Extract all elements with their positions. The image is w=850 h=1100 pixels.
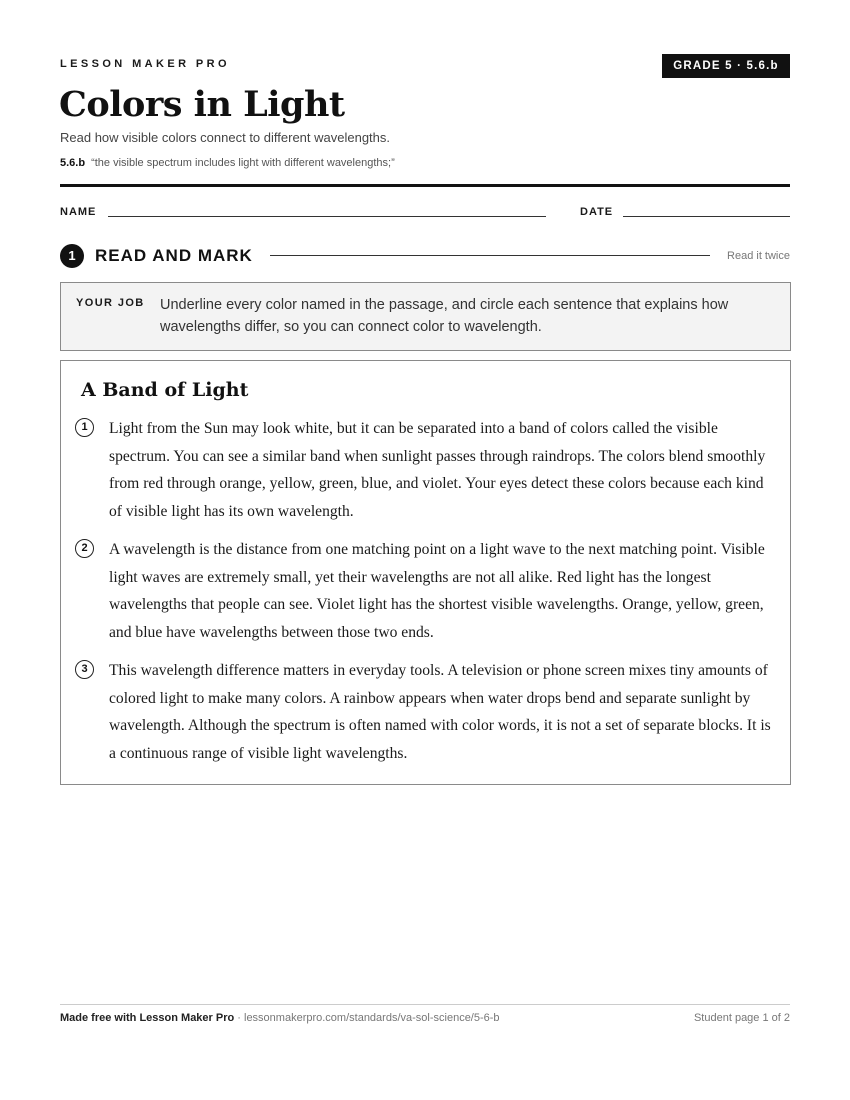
section-note: Read it twice [727, 250, 790, 262]
date-field[interactable] [623, 216, 790, 217]
paragraph-text: A wavelength is the distance from one matching point on a light wave to the next matching point. Visible light waves are extremely small, yet their wavelengths are not all alike. Red light has the longest wavelengths that people can see. Violet light has the shortest visible wavelengths. Orange, yellow, green, and blue have wavelengths between those two ends. [109, 541, 765, 641]
footer-divider [60, 1004, 790, 1005]
footer-made-with: Made free with Lesson Maker Pro [60, 1012, 235, 1024]
standard-code: 5.6.b [60, 157, 86, 169]
name-label: NAME [60, 206, 97, 218]
standard-text: “the visible spectrum includes light with different wavelengths;” [91, 157, 395, 169]
paragraph-text: Light from the Sun may look white, but it can be separated into a band of colors called the visible spectrum. You can see a similar band when sunlight passes through raindrops. The colors blend smoothly from red through orange, yellow, green, blue, and violet. Your eyes detect these colors because each kind of visible light has its own wavelength. [109, 420, 766, 520]
passage-box [60, 360, 791, 785]
name-field[interactable] [108, 216, 546, 217]
section-divider [270, 255, 710, 256]
footer-url[interactable]: · lessonmakerpro.com/standards/va-sol-science/5-6-b [234, 1012, 500, 1024]
page-subtitle: Read how visible colors connect to different wavelengths. [60, 130, 391, 145]
job-label: YOUR JOB [76, 297, 145, 309]
paragraph-number: 3 [75, 660, 94, 679]
section-number-badge: 1 [60, 244, 84, 268]
date-label: DATE [580, 206, 614, 218]
paragraph-text: This wavelength difference matters in everyday tools. A television or phone screen mixes tiny amounts of colored light to make many colors. A rainbow appears when water drops bend and separate sunlight by wavelength. Although the spectrum is often named with color words, it is not a set of separate blocks. It is a continuous range of visible light wavelengths. [109, 662, 771, 762]
paragraph-number: 1 [75, 418, 94, 437]
grade-badge: GRADE 5 · 5.6.b [662, 54, 790, 78]
header-divider [60, 184, 790, 187]
paragraph-number: 2 [75, 539, 94, 558]
section-header [60, 243, 790, 269]
job-text: Underline every color named in the passage, and circle each sentence that explains how wavelengths differ, so you can connect color to wavelength. [160, 297, 729, 335]
standard-line [60, 157, 395, 169]
job-box [60, 282, 791, 351]
section-title: READ AND MARK [95, 246, 253, 265]
footer-credit [60, 1012, 500, 1024]
passage-title: A Band of Light [81, 379, 249, 401]
page-title: Colors in Light [59, 84, 345, 125]
brand-name: LESSON MAKER PRO [60, 58, 230, 70]
footer-page-number: Student page 1 of 2 [693, 1012, 790, 1024]
